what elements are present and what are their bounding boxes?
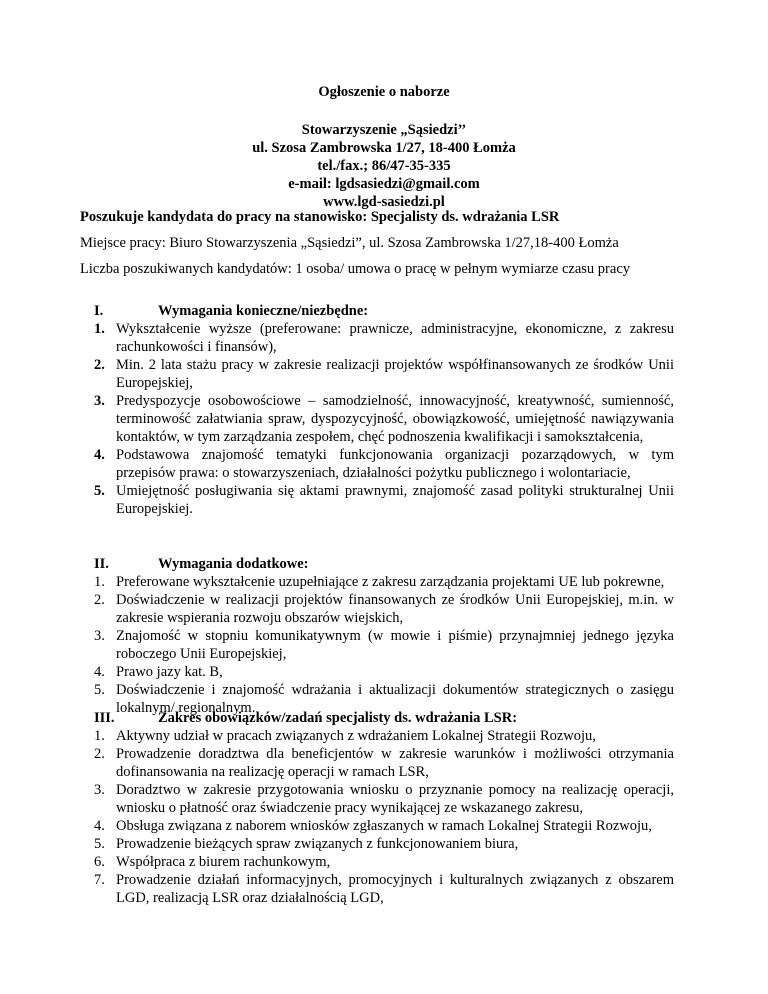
- item-text: Wykształcenie wyższe (preferowane: prawnicze, administracyjne, ekonomiczne, z zakresu rachunkowości i finansów),: [116, 321, 674, 355]
- section-required: [80, 302, 680, 518]
- item-text: Preferowane wykształcenie uzupełniające z zakresu zarządzania projektami UE lub pokrewne,: [116, 574, 665, 590]
- item-number: 4.: [94, 447, 105, 463]
- org-website: www.lgd-sasiedzi.pl: [323, 194, 445, 210]
- item-text: Min. 2 lata stażu pracy w zakresie realizacji projektów współfinansowanych ze środków Unii Europejskiej,: [116, 357, 674, 391]
- item-number: 3.: [94, 393, 105, 409]
- section-numeral: III.: [94, 710, 115, 726]
- list-item: [80, 627, 674, 663]
- list-item: [80, 320, 674, 356]
- item-number: 5.: [94, 682, 105, 698]
- list-item: [80, 591, 674, 627]
- list-item: [80, 853, 674, 871]
- item-number: 2.: [94, 357, 105, 373]
- item-number: 1.: [94, 728, 105, 744]
- item-text: Doświadczenie i znajomość wdrażania i aktualizacji dokumentów strategicznych o zasięgu lokalnym/ regionalnym.: [116, 682, 674, 716]
- item-text: Podstawowa znajomość tematyki funkcjonowania organizacji pozarządowych, w tym przepisów prawa: o stowarzyszeniach, działalności pożytku publicznego i wolontariacie,: [116, 447, 674, 481]
- item-number: 4.: [94, 664, 105, 680]
- org-email: e-mail: lgdsasiedzi@gmail.com: [288, 176, 480, 192]
- list-item: [80, 745, 674, 781]
- org-address: ul. Szosa Zambrowska 1/27, 18-400 Łomża: [252, 140, 516, 156]
- item-number: 6.: [94, 854, 105, 870]
- list-item: [80, 663, 674, 681]
- item-text: Umiejętność posługiwania się aktami prawnymi, znajomość zasad polityki strukturalnej Unii Europejskiej.: [116, 483, 674, 517]
- list-item: [80, 835, 674, 853]
- item-text: Prowadzenie działań informacyjnych, promocyjnych i kulturalnych związanych z obszarem LGD, realizacją LSR oraz działalnością LGD,: [116, 872, 674, 906]
- item-number: 7.: [94, 872, 105, 888]
- section-numeral: II.: [94, 556, 109, 572]
- item-text: Doświadczenie w realizacji projektów finansowanych ze środków Unii Europejskiej, m.in. w zakresie wspierania rozwoju obszarów wiejskich,: [116, 592, 674, 626]
- section-title: Zakres obowiązków/zadań specjalisty ds. wdrażania LSR:: [158, 710, 518, 726]
- org-phone: tel./fax.; 86/47-35-335: [317, 158, 451, 174]
- item-number: 3.: [94, 628, 105, 644]
- position-heading: Poszukuje kandydata do pracy na stanowisko: Specjalisty ds. wdrażania LSR: [80, 209, 560, 225]
- section-heading: [80, 709, 680, 727]
- org-name: Stowarzyszenie „Sąsiedzi’’: [301, 122, 467, 138]
- section-title: Wymagania konieczne/niezbędne:: [158, 303, 369, 319]
- item-text: Doradztwo w zakresie przygotowania wniosku o przyznanie pomocy na realizację operacji, wniosku o płatność oraz świadczenie pracy wynikającej ze wskazanego zakresu,: [116, 782, 674, 816]
- organization-header: [0, 121, 768, 211]
- list-item: [80, 781, 674, 817]
- list-item: [80, 482, 674, 518]
- item-text: Prowadzenie bieżących spraw związanych z funkcjonowaniem biura,: [116, 836, 519, 852]
- section-numeral: I.: [94, 303, 104, 319]
- item-text: Obsługa związana z naborem wniosków zgłaszanych w ramach Lokalnej Strategii Rozwoju,: [116, 818, 652, 834]
- item-text: Aktywny udział w pracach związanych z wdrażaniem Lokalnej Strategii Rozwoju,: [116, 728, 596, 744]
- section-heading: [80, 302, 680, 320]
- item-number: 5.: [94, 836, 105, 852]
- section-additional: [80, 555, 680, 717]
- candidates-line: Liczba poszukiwanych kandydatów: 1 osoba/ umowa o pracę w pełnym wymiarze czasu pracy: [80, 261, 631, 277]
- item-text: Prowadzenie doradztwa dla beneficjentów w zakresie warunków i możliwości otrzymania dofinansowania na realizację operacji w ramach LSR,: [116, 746, 674, 780]
- section-duties: [80, 709, 680, 907]
- item-number: 1.: [94, 321, 105, 337]
- workplace-line: Miejsce pracy: Biuro Stowarzyszenia „Sąsiedzi”, ul. Szosa Zambrowska 1/27,18-400 Łomża: [80, 235, 619, 251]
- item-text: Znajomość w stopniu komunikatywnym (w mowie i piśmie) przynajmniej jednego języka roboczego Unii Europejskiej,: [116, 628, 674, 662]
- list-item: [80, 446, 674, 482]
- list-item: [80, 727, 674, 745]
- list-item: [80, 871, 674, 907]
- item-text: Prawo jazy kat. B,: [116, 664, 223, 680]
- item-number: 2.: [94, 592, 105, 608]
- list-item: [80, 356, 674, 392]
- list-item: [80, 817, 674, 835]
- section-title: Wymagania dodatkowe:: [158, 556, 309, 572]
- item-text: Predyspozycje osobowościowe – samodzielność, innowacyjność, kreatywność, sumienność, terminowość załatwiania spraw, dyspozycyjność, obowiązkowość, umiejętność nawiązywania kontaktów, w tym zarządzania zespołem, chęć podnoszenia kwalifikacji i samokształcenia,: [116, 393, 674, 445]
- item-number: 3.: [94, 782, 105, 798]
- item-number: 4.: [94, 818, 105, 834]
- document-title: [0, 83, 768, 101]
- item-number: 1.: [94, 574, 105, 590]
- item-text: Współpraca z biurem rachunkowym,: [116, 854, 331, 870]
- title-text: Ogłoszenie o naborze: [318, 84, 450, 100]
- list-item: [80, 573, 674, 591]
- item-number: 5.: [94, 483, 105, 499]
- section-heading: [80, 555, 680, 573]
- item-number: 2.: [94, 746, 105, 762]
- list-item: [80, 392, 674, 446]
